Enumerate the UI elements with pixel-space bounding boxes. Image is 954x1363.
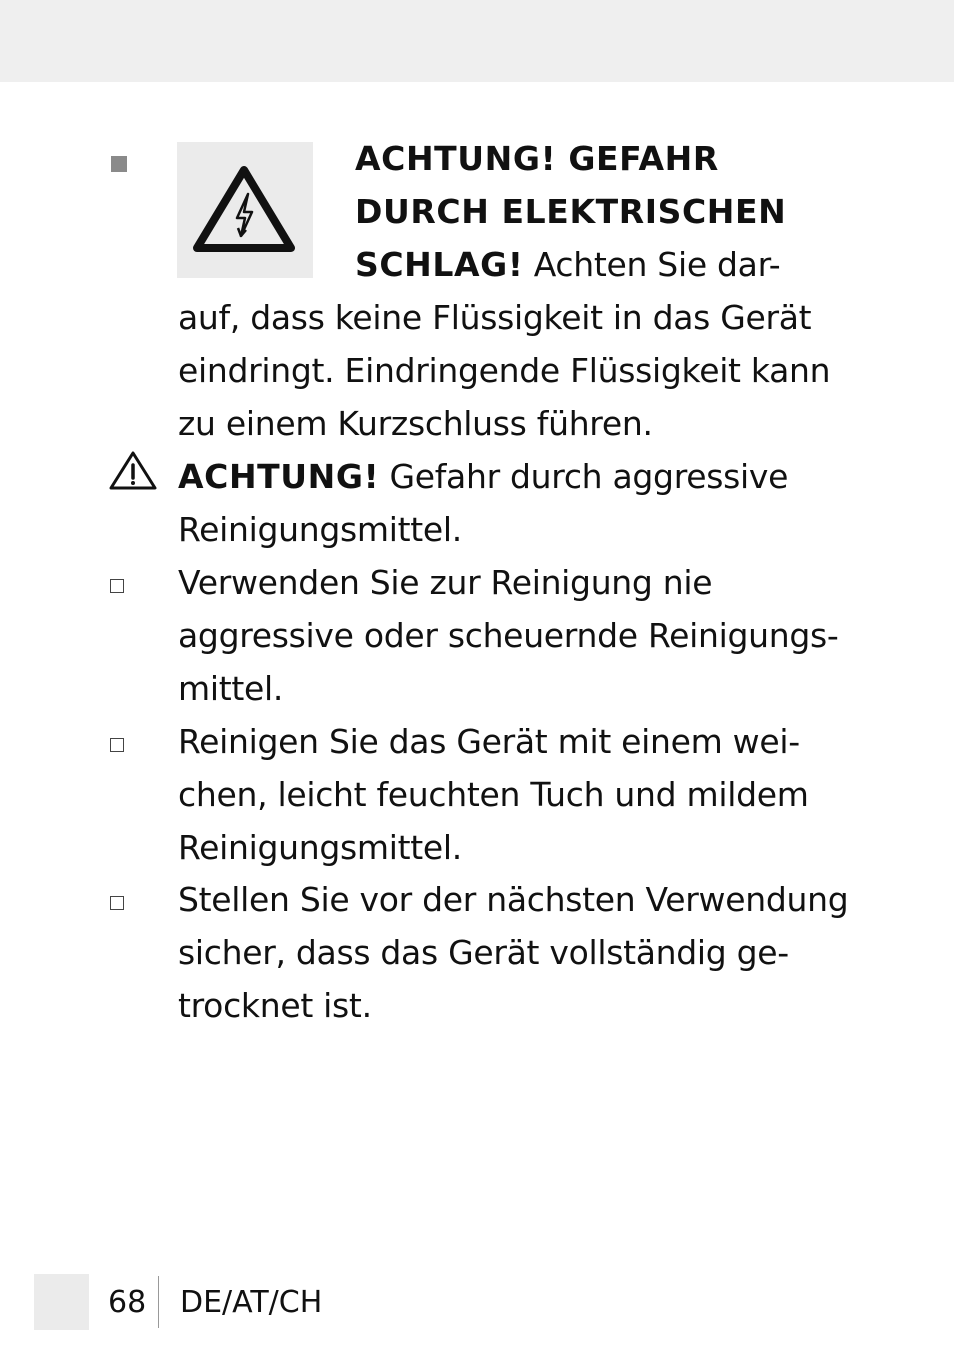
warning1-text-line3: zu einem Kurzschluss führen. — [178, 404, 653, 443]
region-label: DE/AT/CH — [180, 1285, 323, 1320]
list-item-1-line1: Verwenden Sie zur Reinigung nie — [178, 563, 713, 602]
list-item-2-line3: Reinigungsmittel. — [178, 828, 462, 867]
checkbox-bullet — [110, 738, 124, 752]
footer-tab — [34, 1274, 89, 1330]
warning2-line1 — [178, 450, 788, 503]
list-item-3-line2: sicher, dass das Gerät vollständig ge- — [178, 933, 789, 972]
electric-warning-box — [177, 142, 313, 278]
warning1-heading-line2: DURCH ELEKTRISCHEN — [355, 192, 787, 231]
warning2-heading: ACHTUNG! — [178, 457, 380, 496]
caution-triangle-icon — [108, 450, 158, 492]
checkbox-bullet — [110, 896, 124, 910]
page-number: 68 — [108, 1285, 147, 1320]
checkbox-bullet — [110, 579, 124, 593]
warning1-line3 — [355, 238, 780, 291]
list-item-3-line3: trocknet ist. — [178, 986, 372, 1025]
lightning-warning-icon — [191, 164, 297, 254]
warning2-text-first: Gefahr durch aggressive — [379, 457, 789, 496]
footer-divider — [158, 1276, 159, 1328]
square-bullet — [111, 156, 127, 172]
warning1-text-line2: eindringt. Eindringende Flüssigkeit kann — [178, 351, 831, 390]
list-item-1-line2: aggressive oder scheuernde Reinigungs- — [178, 616, 839, 655]
list-item-2-line1: Reinigen Sie das Gerät mit einem wei- — [178, 722, 800, 761]
list-item-3-line1: Stellen Sie vor der nächsten Verwendung — [178, 880, 849, 919]
warning1-heading-line1: ACHTUNG! GEFAHR — [355, 139, 719, 178]
header-bar — [0, 0, 954, 82]
list-item-2-line2: chen, leicht feuchten Tuch und mildem — [178, 775, 809, 814]
warning1-text-first: Achten Sie dar- — [523, 245, 781, 284]
list-item-1-line3: mittel. — [178, 669, 284, 708]
warning1-heading-line3: SCHLAG! — [355, 245, 524, 284]
warning2-text-line1: Reinigungsmittel. — [178, 510, 462, 549]
warning1-text-line1: auf, dass keine Flüssigkeit in das Gerät — [178, 298, 812, 337]
